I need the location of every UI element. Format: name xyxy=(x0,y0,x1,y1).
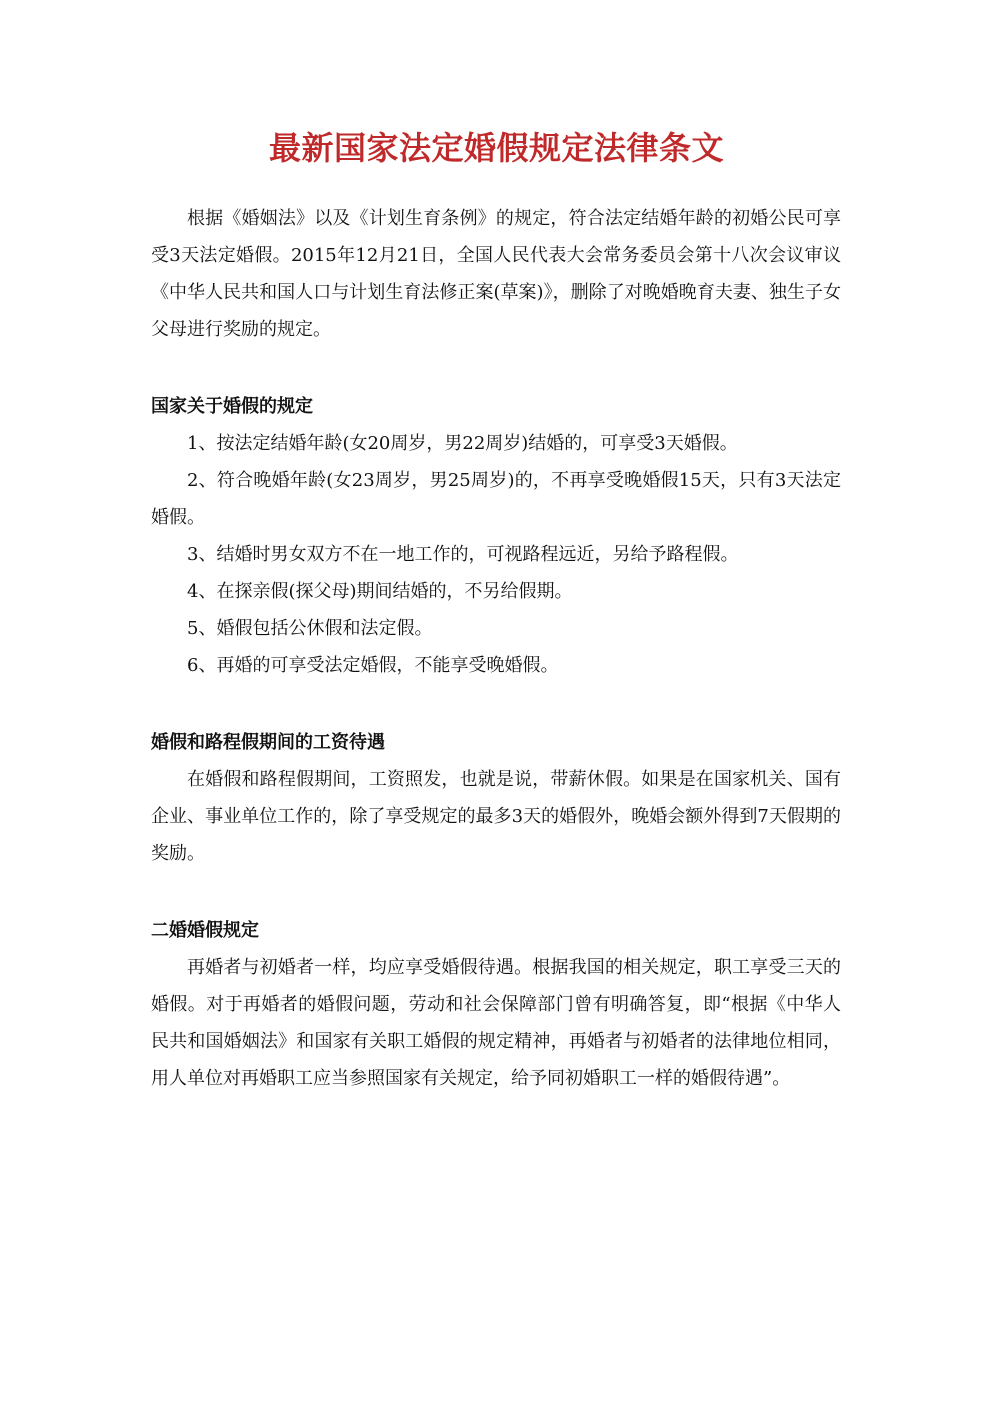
rule-item-6: 6、再婚的可享受法定婚假，不能享受晚婚假。 xyxy=(187,655,559,676)
rule-item-4: 4、在探亲假(探父母)期间结婚的，不另给假期。 xyxy=(187,581,573,602)
spacer xyxy=(151,348,841,388)
rule-item-1: 1、按法定结婚年龄(女20周岁，男22周岁)结婚的，可享受3天婚假。 xyxy=(187,433,738,454)
rule-item-5: 5、婚假包括公休假和法定假。 xyxy=(187,618,433,639)
remarriage-leave-paragraph: 再婚者与初婚者一样，均应享受婚假待遇。根据我国的相关规定，职工享受三天的婚假。对于再婚者的婚假问题，劳动和社会保障部门曾有明确答复，即“根据《中华人民共和国婚姻法》和国家有关职工婚假的规定精神，再婚者与初婚者的法律地位相同，用人单位对再婚职工应当参照国家有关规定，给予同初婚职工一样的婚假待遇”。 xyxy=(151,957,841,1089)
intro-paragraph: 根据《婚姻法》以及《计划生育条例》的规定，符合法定结婚年龄的初婚公民可享受3天法定婚假。2015年12月21日，全国人民代表大会常务委员会第十八次会议审议《中华人民共和国人口与计划生育法修正案(草案)》，删除了对晚婚晚育夫妻、独生子女父母进行奖励的规定。 xyxy=(151,208,841,340)
section-heading-wage-treatment: 婚假和路程假期间的工资待遇 xyxy=(151,732,385,753)
document-title: 最新国家法定婚假规定法律条文 xyxy=(268,129,724,167)
spacer xyxy=(151,684,841,724)
document-body xyxy=(151,200,841,1097)
rule-item-3: 3、结婚时男女双方不在一地工作的，可视路程远近，另给予路程假。 xyxy=(187,544,739,565)
wage-treatment-paragraph: 在婚假和路程假期间，工资照发，也就是说，带薪休假。如果是在国家机关、国有企业、事业单位工作的，除了享受规定的最多3天的婚假外，晚婚会额外得到7天假期的奖励。 xyxy=(151,769,841,864)
rule-item-2: 2、符合晚婚年龄(女23周岁，男25周岁)的，不再享受晚婚假15天，只有3天法定婚假。 xyxy=(151,470,841,528)
section-heading-marriage-leave-rules: 国家关于婚假的规定 xyxy=(151,396,313,417)
spacer xyxy=(151,872,841,912)
section-heading-remarriage-leave: 二婚婚假规定 xyxy=(151,920,259,941)
